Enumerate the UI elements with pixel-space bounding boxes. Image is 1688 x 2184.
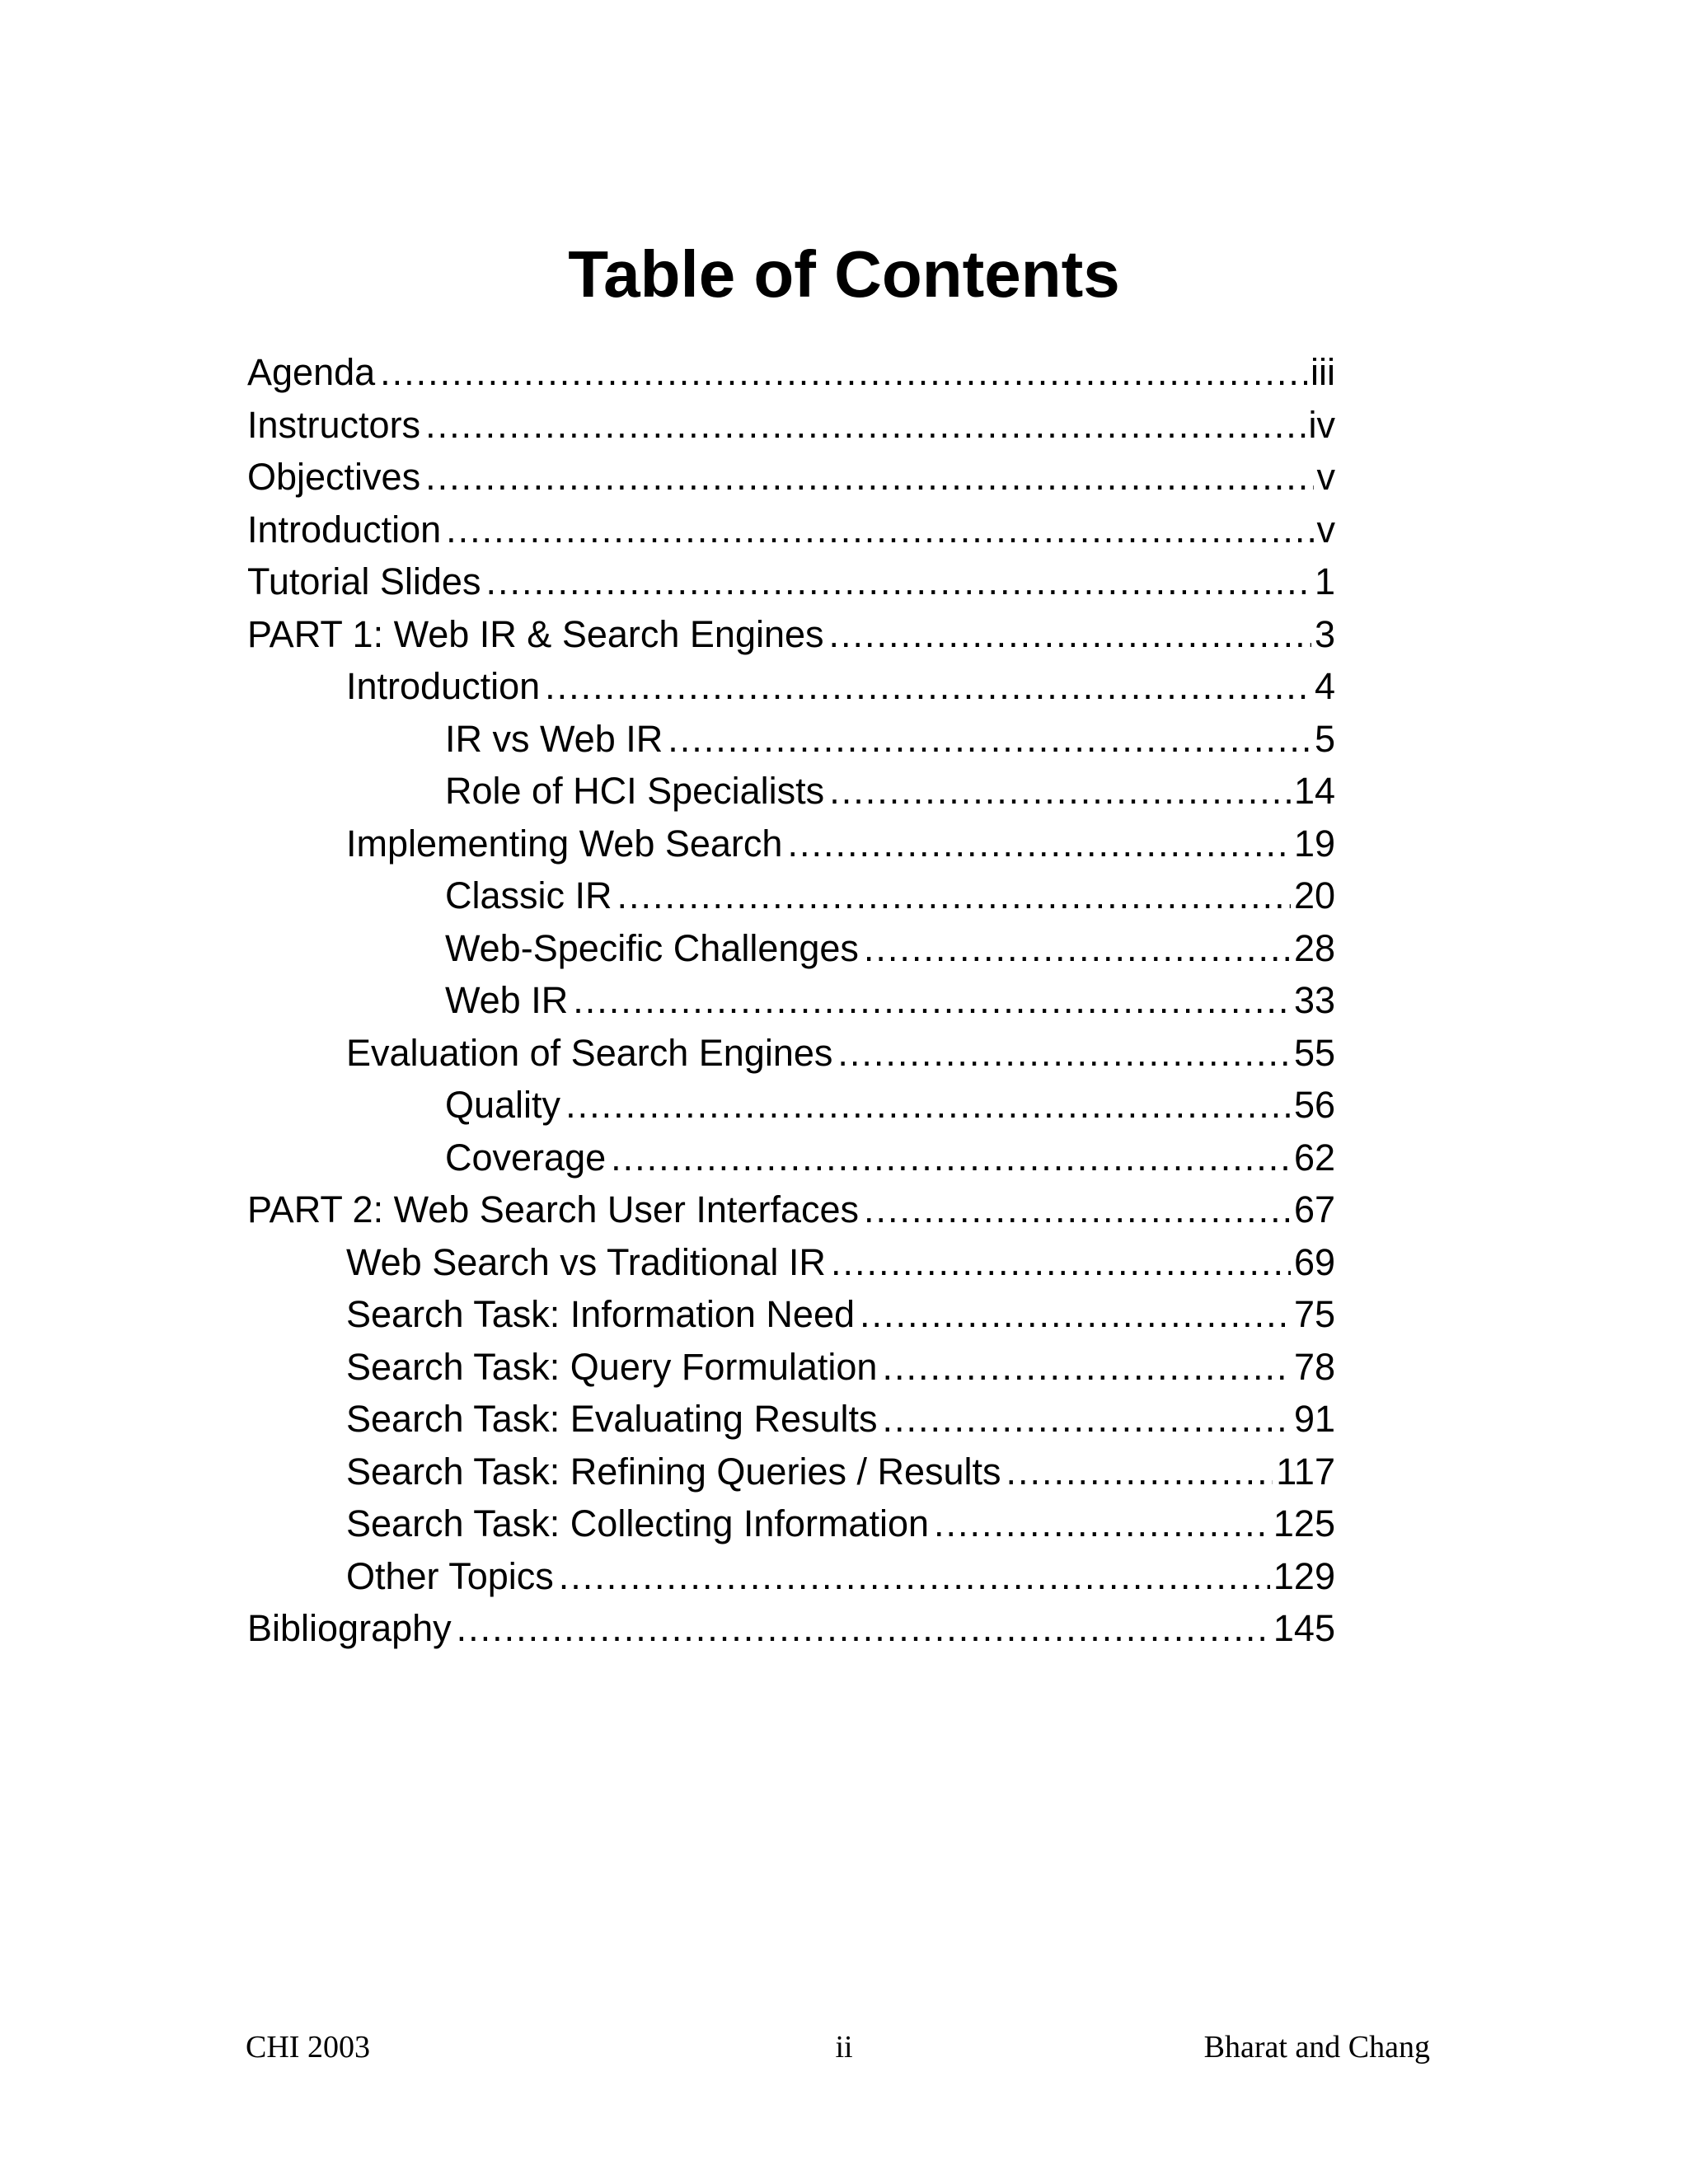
toc-dot-leader (425, 451, 1313, 504)
toc-entry (247, 504, 1335, 556)
toc-entry-label: PART 2: Web Search User Interfaces (247, 1188, 859, 1230)
toc-entry-label: Search Task: Refining Queries / Results (346, 1450, 1001, 1493)
toc-entry (247, 1236, 1335, 1289)
toc-entry-label: Web IR (445, 979, 569, 1021)
toc-entry-label: Search Task: Evaluating Results (346, 1398, 878, 1440)
toc-entry-label: Introduction (247, 508, 442, 551)
toc-entry-page: 78 (1293, 1345, 1335, 1388)
toc-entry (247, 974, 1335, 1027)
toc-entry-label: Evaluation of Search Engines (346, 1031, 833, 1074)
toc-entry-label: Search Task: Collecting Information (346, 1502, 930, 1544)
toc-entry-label: Web Search vs Traditional IR (346, 1240, 826, 1283)
toc-dot-leader (565, 1079, 1291, 1132)
toc-dot-leader (864, 922, 1291, 975)
toc-entry (247, 765, 1335, 818)
toc-dot-leader (882, 1341, 1291, 1394)
toc-entry-page: 69 (1293, 1240, 1335, 1283)
toc-dot-leader (1006, 1446, 1273, 1498)
toc-entry-page: 67 (1293, 1188, 1335, 1230)
toc-dot-leader (545, 660, 1311, 713)
toc-entry (247, 399, 1335, 452)
toc-dot-leader (485, 555, 1311, 608)
toc-entry-label: Classic IR (445, 874, 612, 916)
toc-entry-label: IR vs Web IR (445, 717, 663, 760)
toc-entry (247, 1132, 1335, 1184)
toc-entry-page: 3 (1314, 612, 1335, 655)
toc-dot-leader (864, 1183, 1291, 1236)
toc-entry-label: Agenda (247, 351, 376, 393)
toc-entry (247, 1393, 1335, 1446)
toc-entry-page: 91 (1293, 1398, 1335, 1440)
toc-dot-leader (380, 346, 1307, 399)
toc-entry-page: 145 (1273, 1607, 1335, 1649)
toc-dot-leader (837, 1027, 1291, 1080)
toc-dot-leader (829, 765, 1291, 818)
toc-dot-leader (668, 713, 1311, 766)
toc-dot-leader (617, 869, 1291, 922)
toc-entry-page: 5 (1314, 717, 1335, 760)
toc-dot-leader (446, 504, 1313, 556)
toc-dot-leader (611, 1132, 1291, 1184)
toc-entry-page: 125 (1273, 1502, 1335, 1544)
toc-entry-page: 62 (1293, 1136, 1335, 1179)
toc-entry (247, 555, 1335, 608)
toc-entry (247, 922, 1335, 975)
toc-dot-leader (860, 1288, 1291, 1341)
toc-dot-leader (573, 974, 1291, 1027)
toc-entry (247, 1079, 1335, 1132)
toc-entry-page: 33 (1293, 979, 1335, 1021)
toc-dot-leader (425, 399, 1305, 452)
toc-entry-page: 56 (1293, 1084, 1335, 1126)
toc-entry (247, 451, 1335, 504)
toc-entry (247, 346, 1335, 399)
toc-dot-leader (883, 1393, 1291, 1446)
toc-entry (247, 660, 1335, 713)
toc-entry-page: iv (1308, 403, 1335, 446)
toc-entry (247, 1497, 1335, 1550)
toc-entry-label: Introduction (346, 665, 541, 707)
toc-entry (247, 818, 1335, 870)
toc-entry-page: v (1316, 456, 1335, 498)
toc-entry-page: 4 (1314, 665, 1335, 707)
toc-entry-label: Search Task: Information Need (346, 1293, 855, 1335)
toc-entry (247, 608, 1335, 661)
toc-entry-label: Bibliography (247, 1607, 452, 1649)
toc-entry-page: 28 (1293, 926, 1335, 969)
toc-entry (247, 869, 1335, 922)
toc-entry-page: 75 (1293, 1293, 1335, 1335)
toc-entry (247, 713, 1335, 766)
toc-dot-leader (787, 818, 1291, 870)
toc-entry-page: 55 (1293, 1031, 1335, 1074)
toc-entry-label: Web-Specific Challenges (445, 926, 859, 969)
toc-entry-label: Objectives (247, 456, 421, 498)
toc-entry (247, 1550, 1335, 1603)
footer-authors: Bharat and Chang (1203, 2030, 1430, 2064)
toc-entry (247, 1602, 1335, 1655)
footer-page-number: ii (835, 2030, 853, 2064)
toc-dot-leader (831, 1236, 1291, 1289)
toc-dot-leader (457, 1602, 1270, 1655)
page-title: Table of Contents (568, 237, 1120, 311)
footer-conference: CHI 2003 (246, 2030, 370, 2064)
toc-entry-label: Quality (445, 1084, 561, 1126)
toc-entry-page: v (1316, 508, 1335, 551)
table-of-contents (247, 346, 1335, 1655)
toc-entry-label: Search Task: Query Formulation (346, 1345, 878, 1388)
toc-entry-label: Tutorial Slides (247, 560, 481, 602)
toc-entry-label: Instructors (247, 403, 421, 446)
toc-entry (247, 1027, 1335, 1080)
toc-entry-page: 129 (1273, 1554, 1335, 1597)
toc-entry-page: 117 (1276, 1450, 1335, 1493)
toc-entry-page: 14 (1293, 770, 1335, 812)
toc-entry (247, 1288, 1335, 1341)
toc-entry (247, 1446, 1335, 1498)
toc-entry-page: 1 (1314, 560, 1335, 602)
toc-entry-label: Other Topics (346, 1554, 554, 1597)
toc-entry (247, 1183, 1335, 1236)
toc-entry-label: Role of HCI Specialists (445, 770, 825, 812)
toc-entry-page: 19 (1293, 822, 1335, 865)
toc-dot-leader (829, 608, 1311, 661)
toc-entry-label: Coverage (445, 1136, 607, 1179)
toc-entry-page: 20 (1293, 874, 1335, 916)
toc-entry (247, 1341, 1335, 1394)
toc-dot-leader (934, 1497, 1270, 1550)
toc-entry-label: PART 1: Web IR & Search Engines (247, 612, 824, 655)
toc-dot-leader (559, 1550, 1270, 1603)
toc-entry-page: iii (1311, 351, 1335, 393)
toc-entry-label: Implementing Web Search (346, 822, 783, 865)
